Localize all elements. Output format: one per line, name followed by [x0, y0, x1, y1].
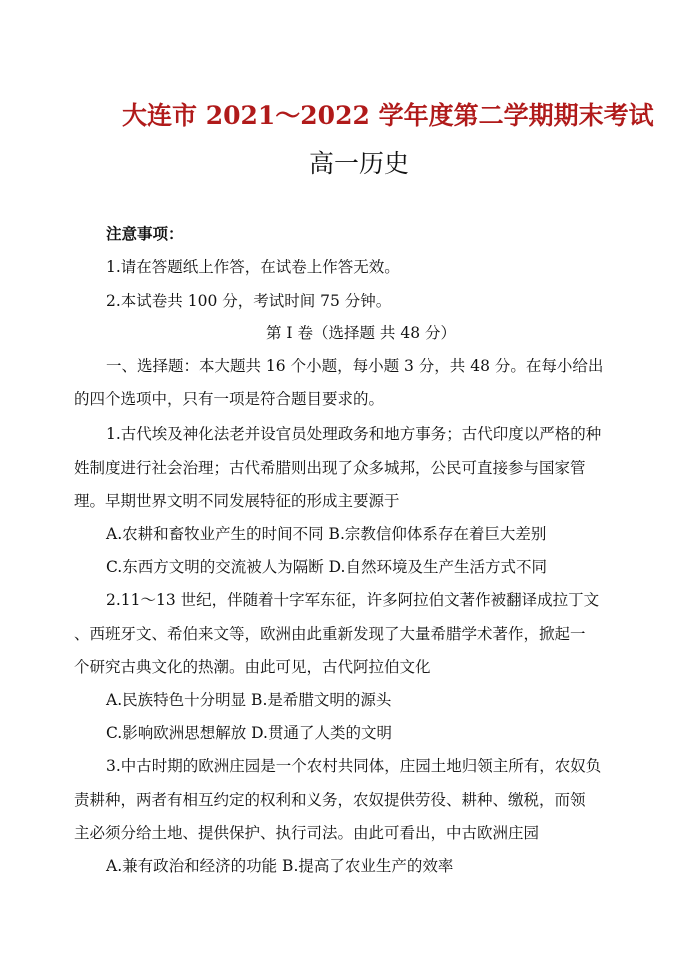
- notice-item: 1.请在答题纸上作答，在试卷上作答无效。: [106, 258, 400, 276]
- notice-heading: 注意事项：: [106, 224, 184, 243]
- question-1-stem: 1.古代埃及神化法老并设官员处理政务和地方事务；古代印度以严格的种: [106, 425, 602, 443]
- question-3-stem: 3.中古时期的欧洲庄园是一个农村共同体，庄园土地归领主所有，农奴负: [106, 757, 602, 775]
- section-title: 第 I 卷（选择题 共 48 分）: [266, 324, 456, 342]
- question-1-options: A.农耕和畜牧业产生的时间不同 B.宗教信仰体系存在着巨大差别: [106, 525, 547, 543]
- question-1-options: C.东西方文明的交流被人为隔断 D.自然环境及生产生活方式不同: [106, 558, 547, 576]
- section-instructions-line: 一、选择题：本大题共 16 个小题，每小题 3 分，共 48 分。在每小给出: [106, 357, 604, 375]
- question-1-stem: 姓制度进行社会治理；古代希腊则出现了众多城邦，公民可直接参与国家管: [74, 459, 586, 477]
- question-1-stem: 理。早期世界文明不同发展特征的形成主要源于: [74, 492, 400, 510]
- section-instructions-line: 的四个选项中，只有一项是符合题目要求的。: [74, 390, 385, 408]
- question-3-options: A.兼有政治和经济的功能 B.提高了农业生产的效率: [106, 857, 454, 875]
- question-2-options: A.民族特色十分明显 B.是希腊文明的源头: [106, 691, 392, 709]
- question-2-options: C.影响欧洲思想解放 D.贯通了人类的文明: [106, 724, 392, 742]
- question-3-stem: 主必须分给土地、提供保护、执行司法。由此可看出，中古欧洲庄园: [74, 824, 540, 842]
- question-3-stem: 责耕种，两者有相互约定的权利和义务，农奴提供劳役、耕种、缴税，而领: [74, 791, 586, 809]
- notice-item: 2.本试卷共 100 分，考试时间 75 分钟。: [106, 292, 392, 310]
- exam-subject: 高一历史: [308, 149, 409, 178]
- question-2-stem: 、西班牙文、希伯来文等，欧洲由此重新发现了大量希腊学术著作，掀起一: [74, 625, 586, 643]
- question-2-stem: 2.11～13 世纪，伴随着十字军东征，许多阿拉伯文著作被翻译成拉丁文: [106, 591, 600, 609]
- question-2-stem: 个研究古典文化的热潮。由此可见，古代阿拉伯文化: [74, 658, 431, 676]
- exam-title: 大连市 2021～2022 学年度第二学期期末考试: [122, 101, 654, 130]
